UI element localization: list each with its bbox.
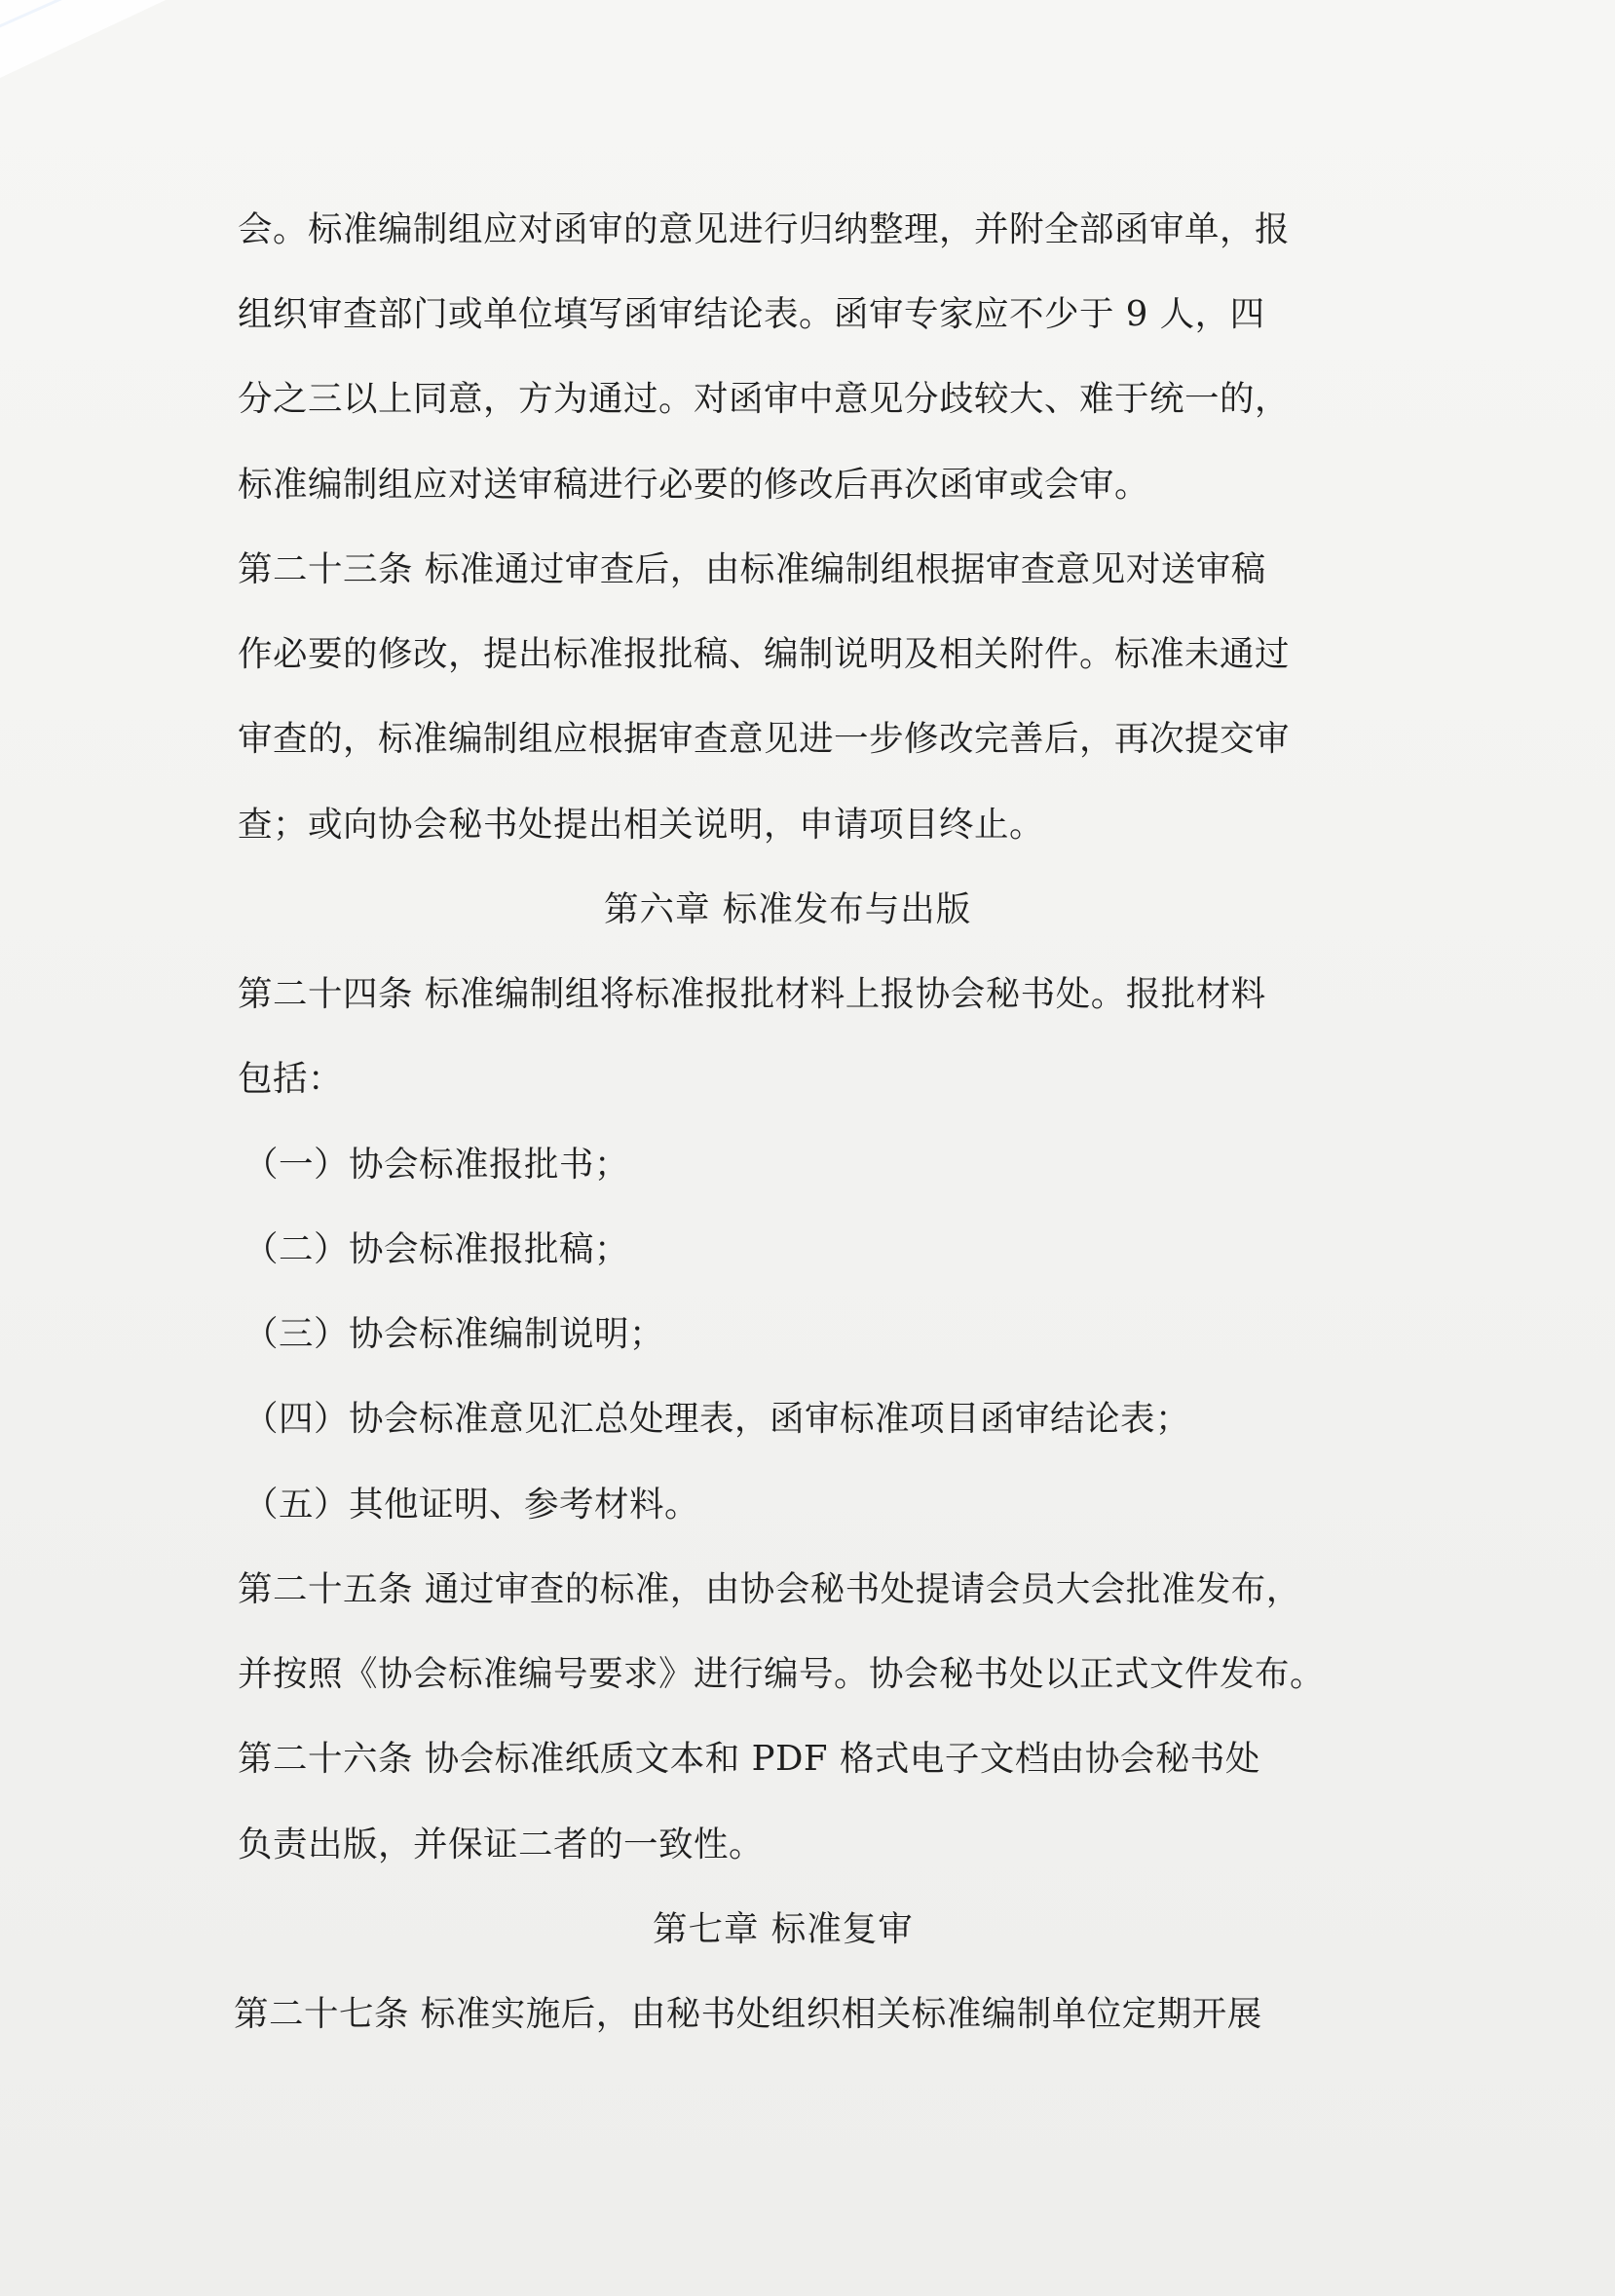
text-line: 查；或向协会秘书处提出相关说明，申请项目终止。 bbox=[238, 805, 1045, 845]
article-25-line: 第二十五条 通过审查的标准，由协会秘书处提请会员大会批准发布， bbox=[238, 1569, 1301, 1609]
folded-corner bbox=[0, 0, 166, 88]
text-line: 标准编制组应对送审稿进行必要的修改后再次函审或会审。 bbox=[238, 465, 1150, 505]
list-item: （一）协会标准报批书； bbox=[244, 1145, 630, 1185]
list-item: （三）协会标准编制说明； bbox=[244, 1314, 665, 1354]
article-24-line: 第二十四条 标准编制组将标准报批材料上报协会秘书处。报批材料 bbox=[238, 974, 1266, 1014]
chapter-7-heading: 第七章 标准复审 bbox=[653, 1909, 914, 1949]
article-23-line: 第二十三条 标准通过审查后，由标准编制组根据审查意见对送审稿 bbox=[238, 549, 1266, 589]
article-26-line: 第二十六条 协会标准纸质文本和 PDF 格式电子文档由协会秘书处 bbox=[238, 1739, 1260, 1779]
text-line: 会。标准编制组应对函审的意见进行归纳整理，并附全部函审单，报 bbox=[238, 209, 1291, 249]
text-line: 负责出版，并保证二者的一致性。 bbox=[238, 1825, 765, 1864]
text-line: 并按照《协会标准编号要求》进行编号。协会秘书处以正式文件发布。 bbox=[238, 1654, 1326, 1694]
text-line: 作必要的修改，提出标准报批稿、编制说明及相关附件。标准未通过 bbox=[238, 634, 1291, 674]
list-item: （二）协会标准报批稿； bbox=[244, 1229, 630, 1269]
list-item: （四）协会标准意见汇总处理表，函审标准项目函审结论表； bbox=[244, 1399, 1191, 1439]
text-line: 审查的，标准编制组应根据审查意见进一步修改完善后，再次提交审 bbox=[238, 719, 1291, 759]
text-line: 包括： bbox=[238, 1059, 344, 1099]
chapter-6-heading: 第六章 标准发布与出版 bbox=[604, 889, 972, 929]
text-line: 组织审查部门或单位填写函审结论表。函审专家应不少于 9 人，四 bbox=[238, 294, 1265, 334]
list-item: （五）其他证明、参考材料。 bbox=[244, 1485, 700, 1524]
text-line: 分之三以上同意，方为通过。对函审中意见分歧较大、难于统一的， bbox=[238, 379, 1291, 419]
article-27-line: 第二十七条 标准实施后，由秘书处组织相关标准编制单位定期开展 bbox=[234, 1994, 1262, 2034]
